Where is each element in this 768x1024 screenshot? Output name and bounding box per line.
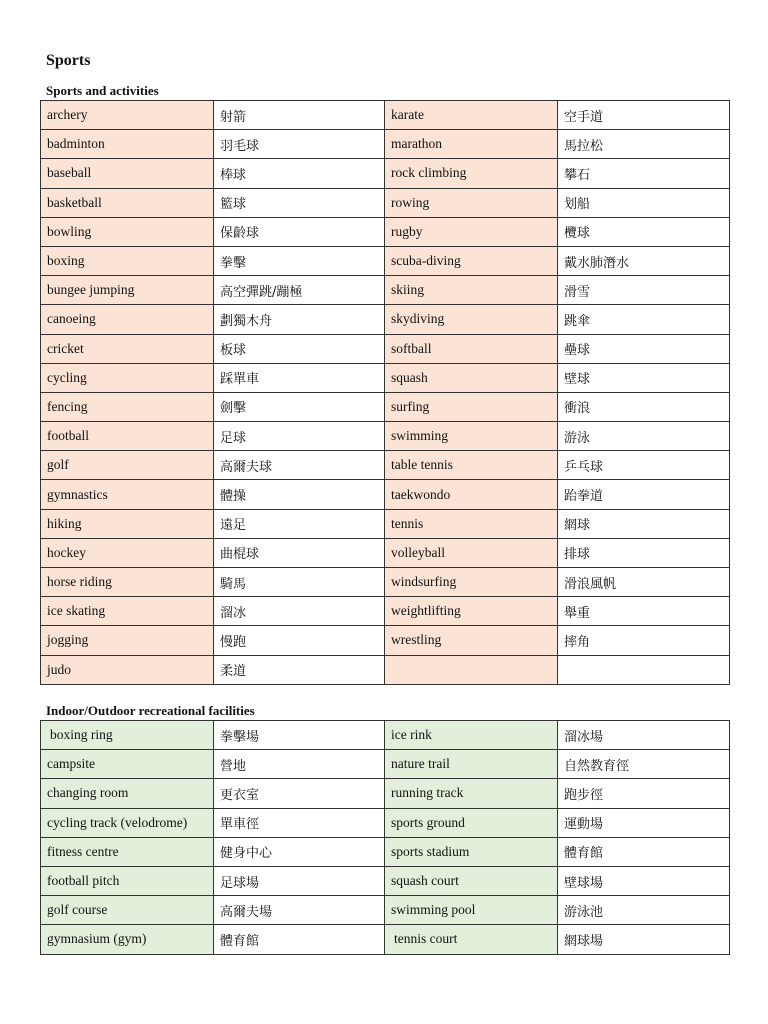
table-row	[41, 217, 730, 246]
table-row	[41, 363, 730, 392]
table-row	[41, 422, 730, 451]
english-term-cell: basketball	[41, 188, 214, 217]
chinese-term-cell: 自然教育徑	[558, 750, 730, 779]
chinese-term-cell: 壁球	[558, 363, 730, 392]
english-term-cell: cycling track (velodrome)	[41, 808, 214, 837]
chinese-term-cell: 舉重	[558, 597, 730, 626]
chinese-term-cell: 溜冰場	[558, 721, 730, 750]
chinese-term-cell: 體育館	[214, 925, 385, 954]
table-row	[41, 334, 730, 363]
chinese-term-cell: 高爾夫球	[214, 451, 385, 480]
english-term-cell: gymnasium (gym)	[41, 925, 214, 954]
english-term-cell: cricket	[41, 334, 214, 363]
english-term-cell: archery	[41, 101, 214, 130]
english-term-cell: marathon	[385, 130, 558, 159]
english-term-cell: football pitch	[41, 866, 214, 895]
chinese-term-cell: 壘球	[558, 334, 730, 363]
chinese-term-cell: 網球場	[558, 925, 730, 954]
english-term-cell: horse riding	[41, 568, 214, 597]
english-term-cell: softball	[385, 334, 558, 363]
chinese-term-cell: 網球	[558, 509, 730, 538]
chinese-term-cell: 攀石	[558, 159, 730, 188]
chinese-term-cell: 戴水肺潛水	[558, 246, 730, 275]
english-term-cell: tennis	[385, 509, 558, 538]
english-term-cell: cycling	[41, 363, 214, 392]
english-term-cell: gymnastics	[41, 480, 214, 509]
chinese-term-cell: 衝浪	[558, 392, 730, 421]
chinese-term-cell: 劍擊	[214, 392, 385, 421]
chinese-term-cell: 遠足	[214, 509, 385, 538]
english-term-cell: squash court	[385, 866, 558, 895]
table-row	[41, 750, 730, 779]
section-heading-sports: Sports and activities	[46, 83, 159, 98]
english-term-cell: canoeing	[41, 305, 214, 334]
chinese-term-cell: 欖球	[558, 217, 730, 246]
chinese-term-cell: 棒球	[214, 159, 385, 188]
english-term-cell	[385, 655, 558, 684]
english-term-cell: hockey	[41, 538, 214, 567]
chinese-term-cell: 溜冰	[214, 597, 385, 626]
chinese-term-cell: 慢跑	[214, 626, 385, 655]
english-term-cell: swimming	[385, 422, 558, 451]
english-term-cell: ice rink	[385, 721, 558, 750]
chinese-term-cell: 足球	[214, 422, 385, 451]
table-row	[41, 597, 730, 626]
table-row	[41, 130, 730, 159]
chinese-term-cell: 羽毛球	[214, 130, 385, 159]
chinese-term-cell: 踩單車	[214, 363, 385, 392]
english-term-cell: volleyball	[385, 538, 558, 567]
english-term-cell: tennis court	[385, 925, 558, 954]
english-term-cell: karate	[385, 101, 558, 130]
table-row	[41, 188, 730, 217]
english-term-cell: sports ground	[385, 808, 558, 837]
table-row	[41, 925, 730, 954]
english-term-cell: badminton	[41, 130, 214, 159]
chinese-term-cell: 拳擊場	[214, 721, 385, 750]
chinese-term-cell: 空手道	[558, 101, 730, 130]
chinese-term-cell: 足球場	[214, 866, 385, 895]
table-row	[41, 392, 730, 421]
table-row	[41, 305, 730, 334]
english-term-cell: nature trail	[385, 750, 558, 779]
chinese-term-cell: 滑浪風帆	[558, 568, 730, 597]
chinese-term-cell: 籃球	[214, 188, 385, 217]
english-term-cell: fencing	[41, 392, 214, 421]
chinese-term-cell: 單車徑	[214, 808, 385, 837]
chinese-term-cell: 游泳池	[558, 896, 730, 925]
chinese-term-cell: 騎馬	[214, 568, 385, 597]
english-term-cell: judo	[41, 655, 214, 684]
chinese-term-cell: 運動場	[558, 808, 730, 837]
english-term-cell: skiing	[385, 276, 558, 305]
english-term-cell: football	[41, 422, 214, 451]
english-term-cell: skydiving	[385, 305, 558, 334]
english-term-cell: ice skating	[41, 597, 214, 626]
chinese-term-cell: 壁球場	[558, 866, 730, 895]
table-row	[41, 837, 730, 866]
english-term-cell: boxing ring	[41, 721, 214, 750]
table-row	[41, 101, 730, 130]
chinese-term-cell: 更衣室	[214, 779, 385, 808]
english-term-cell: campsite	[41, 750, 214, 779]
english-term-cell: golf course	[41, 896, 214, 925]
chinese-term-cell: 劃獨木舟	[214, 305, 385, 334]
english-term-cell: surfing	[385, 392, 558, 421]
english-term-cell: scuba-diving	[385, 246, 558, 275]
table-row	[41, 721, 730, 750]
chinese-term-cell: 游泳	[558, 422, 730, 451]
table-row	[41, 866, 730, 895]
table-row	[41, 655, 730, 684]
chinese-term-cell: 划船	[558, 188, 730, 217]
table-row	[41, 808, 730, 837]
english-term-cell: rugby	[385, 217, 558, 246]
chinese-term-cell: 體操	[214, 480, 385, 509]
english-term-cell: weightlifting	[385, 597, 558, 626]
table-row	[41, 159, 730, 188]
section-heading-facilities: Indoor/Outdoor recreational facilities	[46, 703, 255, 718]
chinese-term-cell: 保齡球	[214, 217, 385, 246]
english-term-cell: bowling	[41, 217, 214, 246]
chinese-term-cell: 跑步徑	[558, 779, 730, 808]
english-term-cell: changing room	[41, 779, 214, 808]
sports-vocabulary-table	[40, 100, 730, 685]
english-term-cell: wrestling	[385, 626, 558, 655]
english-term-cell: baseball	[41, 159, 214, 188]
table-row	[41, 451, 730, 480]
english-term-cell: golf	[41, 451, 214, 480]
english-term-cell: sports stadium	[385, 837, 558, 866]
chinese-term-cell: 摔角	[558, 626, 730, 655]
chinese-term-cell: 拳擊	[214, 246, 385, 275]
english-term-cell: boxing	[41, 246, 214, 275]
chinese-term-cell: 排球	[558, 538, 730, 567]
english-term-cell: hiking	[41, 509, 214, 538]
table-row	[41, 276, 730, 305]
table-row	[41, 246, 730, 275]
english-term-cell: jogging	[41, 626, 214, 655]
chinese-term-cell: 曲棍球	[214, 538, 385, 567]
english-term-cell: table tennis	[385, 451, 558, 480]
chinese-term-cell	[558, 655, 730, 684]
english-term-cell: squash	[385, 363, 558, 392]
chinese-term-cell: 跳傘	[558, 305, 730, 334]
table-row	[41, 538, 730, 567]
chinese-term-cell: 健身中心	[214, 837, 385, 866]
english-term-cell: swimming pool	[385, 896, 558, 925]
chinese-term-cell: 滑雪	[558, 276, 730, 305]
english-term-cell: bungee jumping	[41, 276, 214, 305]
english-term-cell: taekwondo	[385, 480, 558, 509]
table-row	[41, 626, 730, 655]
chinese-term-cell: 射箭	[214, 101, 385, 130]
english-term-cell: running track	[385, 779, 558, 808]
table-row	[41, 896, 730, 925]
english-term-cell: rowing	[385, 188, 558, 217]
english-term-cell: windsurfing	[385, 568, 558, 597]
chinese-term-cell: 高爾夫場	[214, 896, 385, 925]
table-row	[41, 568, 730, 597]
chinese-term-cell: 高空彈跳/蹦極	[214, 276, 385, 305]
chinese-term-cell: 跆拳道	[558, 480, 730, 509]
table-row	[41, 509, 730, 538]
chinese-term-cell: 體育館	[558, 837, 730, 866]
english-term-cell: rock climbing	[385, 159, 558, 188]
facilities-vocabulary-table	[40, 720, 730, 955]
english-term-cell: fitness centre	[41, 837, 214, 866]
chinese-term-cell: 馬拉松	[558, 130, 730, 159]
page-title: Sports	[46, 52, 91, 69]
table-row	[41, 480, 730, 509]
chinese-term-cell: 柔道	[214, 655, 385, 684]
chinese-term-cell: 板球	[214, 334, 385, 363]
chinese-term-cell: 乒乓球	[558, 451, 730, 480]
table-row	[41, 779, 730, 808]
chinese-term-cell: 營地	[214, 750, 385, 779]
